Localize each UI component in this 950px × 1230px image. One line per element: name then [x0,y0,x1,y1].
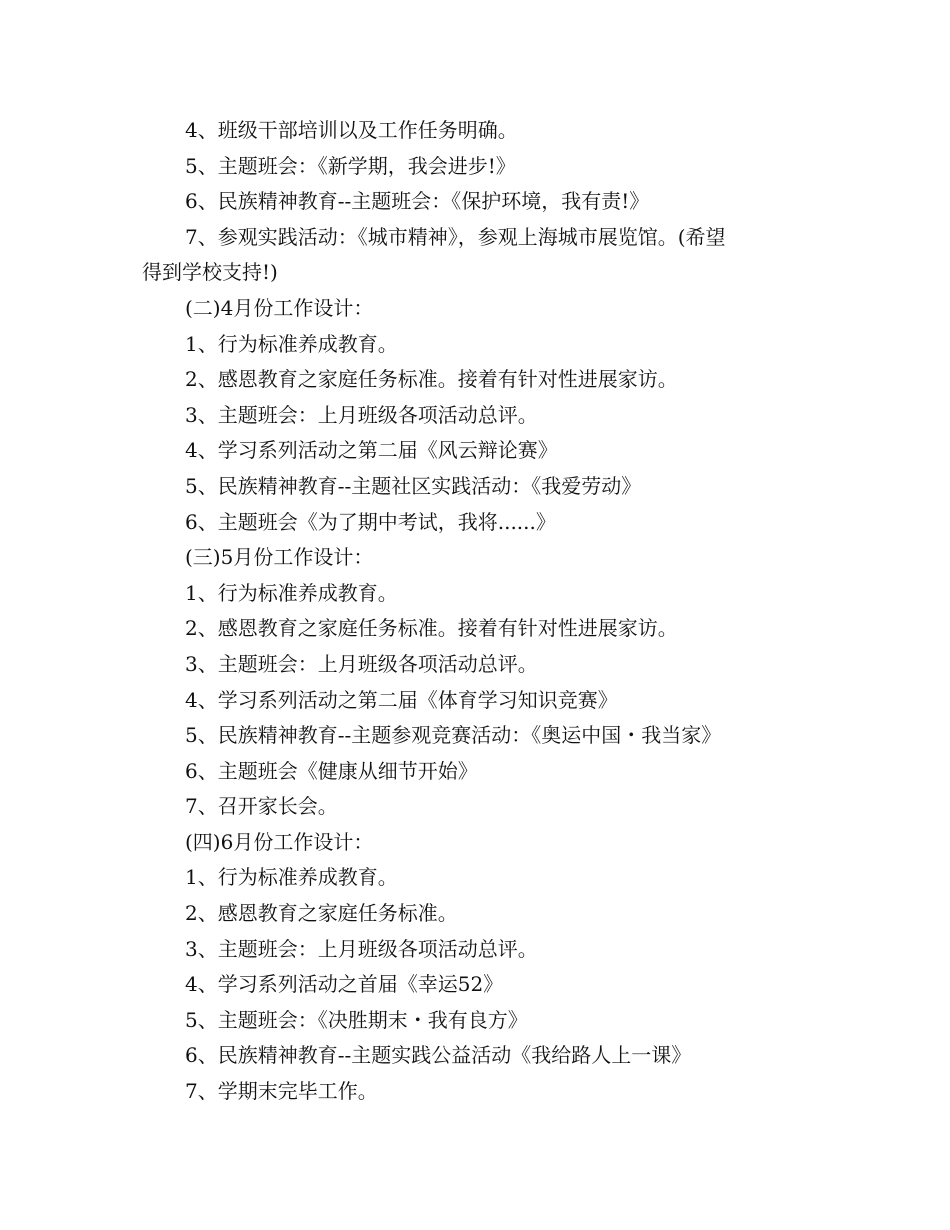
section-heading: (三)5月份工作设计： [185,545,374,570]
text-line: 2、感恩教育之家庭任务标准。接着有针对性进展家访。 [185,616,678,641]
text-line: 2、感恩教育之家庭任务标准。 [185,901,458,926]
text-line: 7、召开家长会。 [185,794,338,819]
text-line: 4、班级干部培训以及工作任务明确。 [185,118,518,142]
text-line: 5、主题班会：《决胜期末・我有良方》 [185,1007,528,1032]
text-line: 1、行为标准养成教育。 [185,865,398,890]
text-line: 5、民族精神教育--主题社区实践活动：《我爱劳动》 [185,473,642,498]
text-line: 得到学校支持!) [142,260,278,285]
section-heading: (二)4月份工作设计： [185,295,374,320]
text-line: 1、行为标准养成教育。 [185,580,398,605]
text-line: 7、学期末完毕工作。 [185,1079,378,1104]
text-line: 3、主题班会：上月班级各项活动总评。 [185,651,538,676]
text-line: 2、感恩教育之家庭任务标准。接着有针对性进展家访。 [185,367,678,392]
text-line: 7、参观实践活动：《城市精神》，参观上海城市展览馆。(希望 [185,224,726,249]
text-line: 6、民族精神教育--主题实践公益活动《我给路人上一课》 [185,1043,692,1068]
text-line: 1、行为标准养成教育。 [185,331,398,356]
text-line: 3、主题班会：上月班级各项活动总评。 [185,936,538,961]
text-line: 5、主题班会：《新学期，我会进步!》 [185,153,516,178]
document-body [142,113,822,1110]
text-line: 4、学习系列活动之首届《幸运52》 [185,972,504,997]
text-line: 4、学习系列活动之第二届《体育学习知识竞赛》 [185,687,618,712]
text-line: 5、民族精神教育--主题参观竞赛活动：《奥运中国・我当家》 [185,723,722,748]
section-heading: (四)6月份工作设计： [185,829,374,854]
text-line: 3、主题班会：上月班级各项活动总评。 [185,402,538,427]
text-line: 6、民族精神教育--主题班会：《保护环境，我有责!》 [185,189,650,214]
text-line: 6、主题班会《为了期中考试，我将......》 [185,509,556,534]
text-line: 6、主题班会《健康从细节开始》 [185,758,478,783]
text-line: 4、学习系列活动之第二届《风云辩论赛》 [185,438,558,463]
